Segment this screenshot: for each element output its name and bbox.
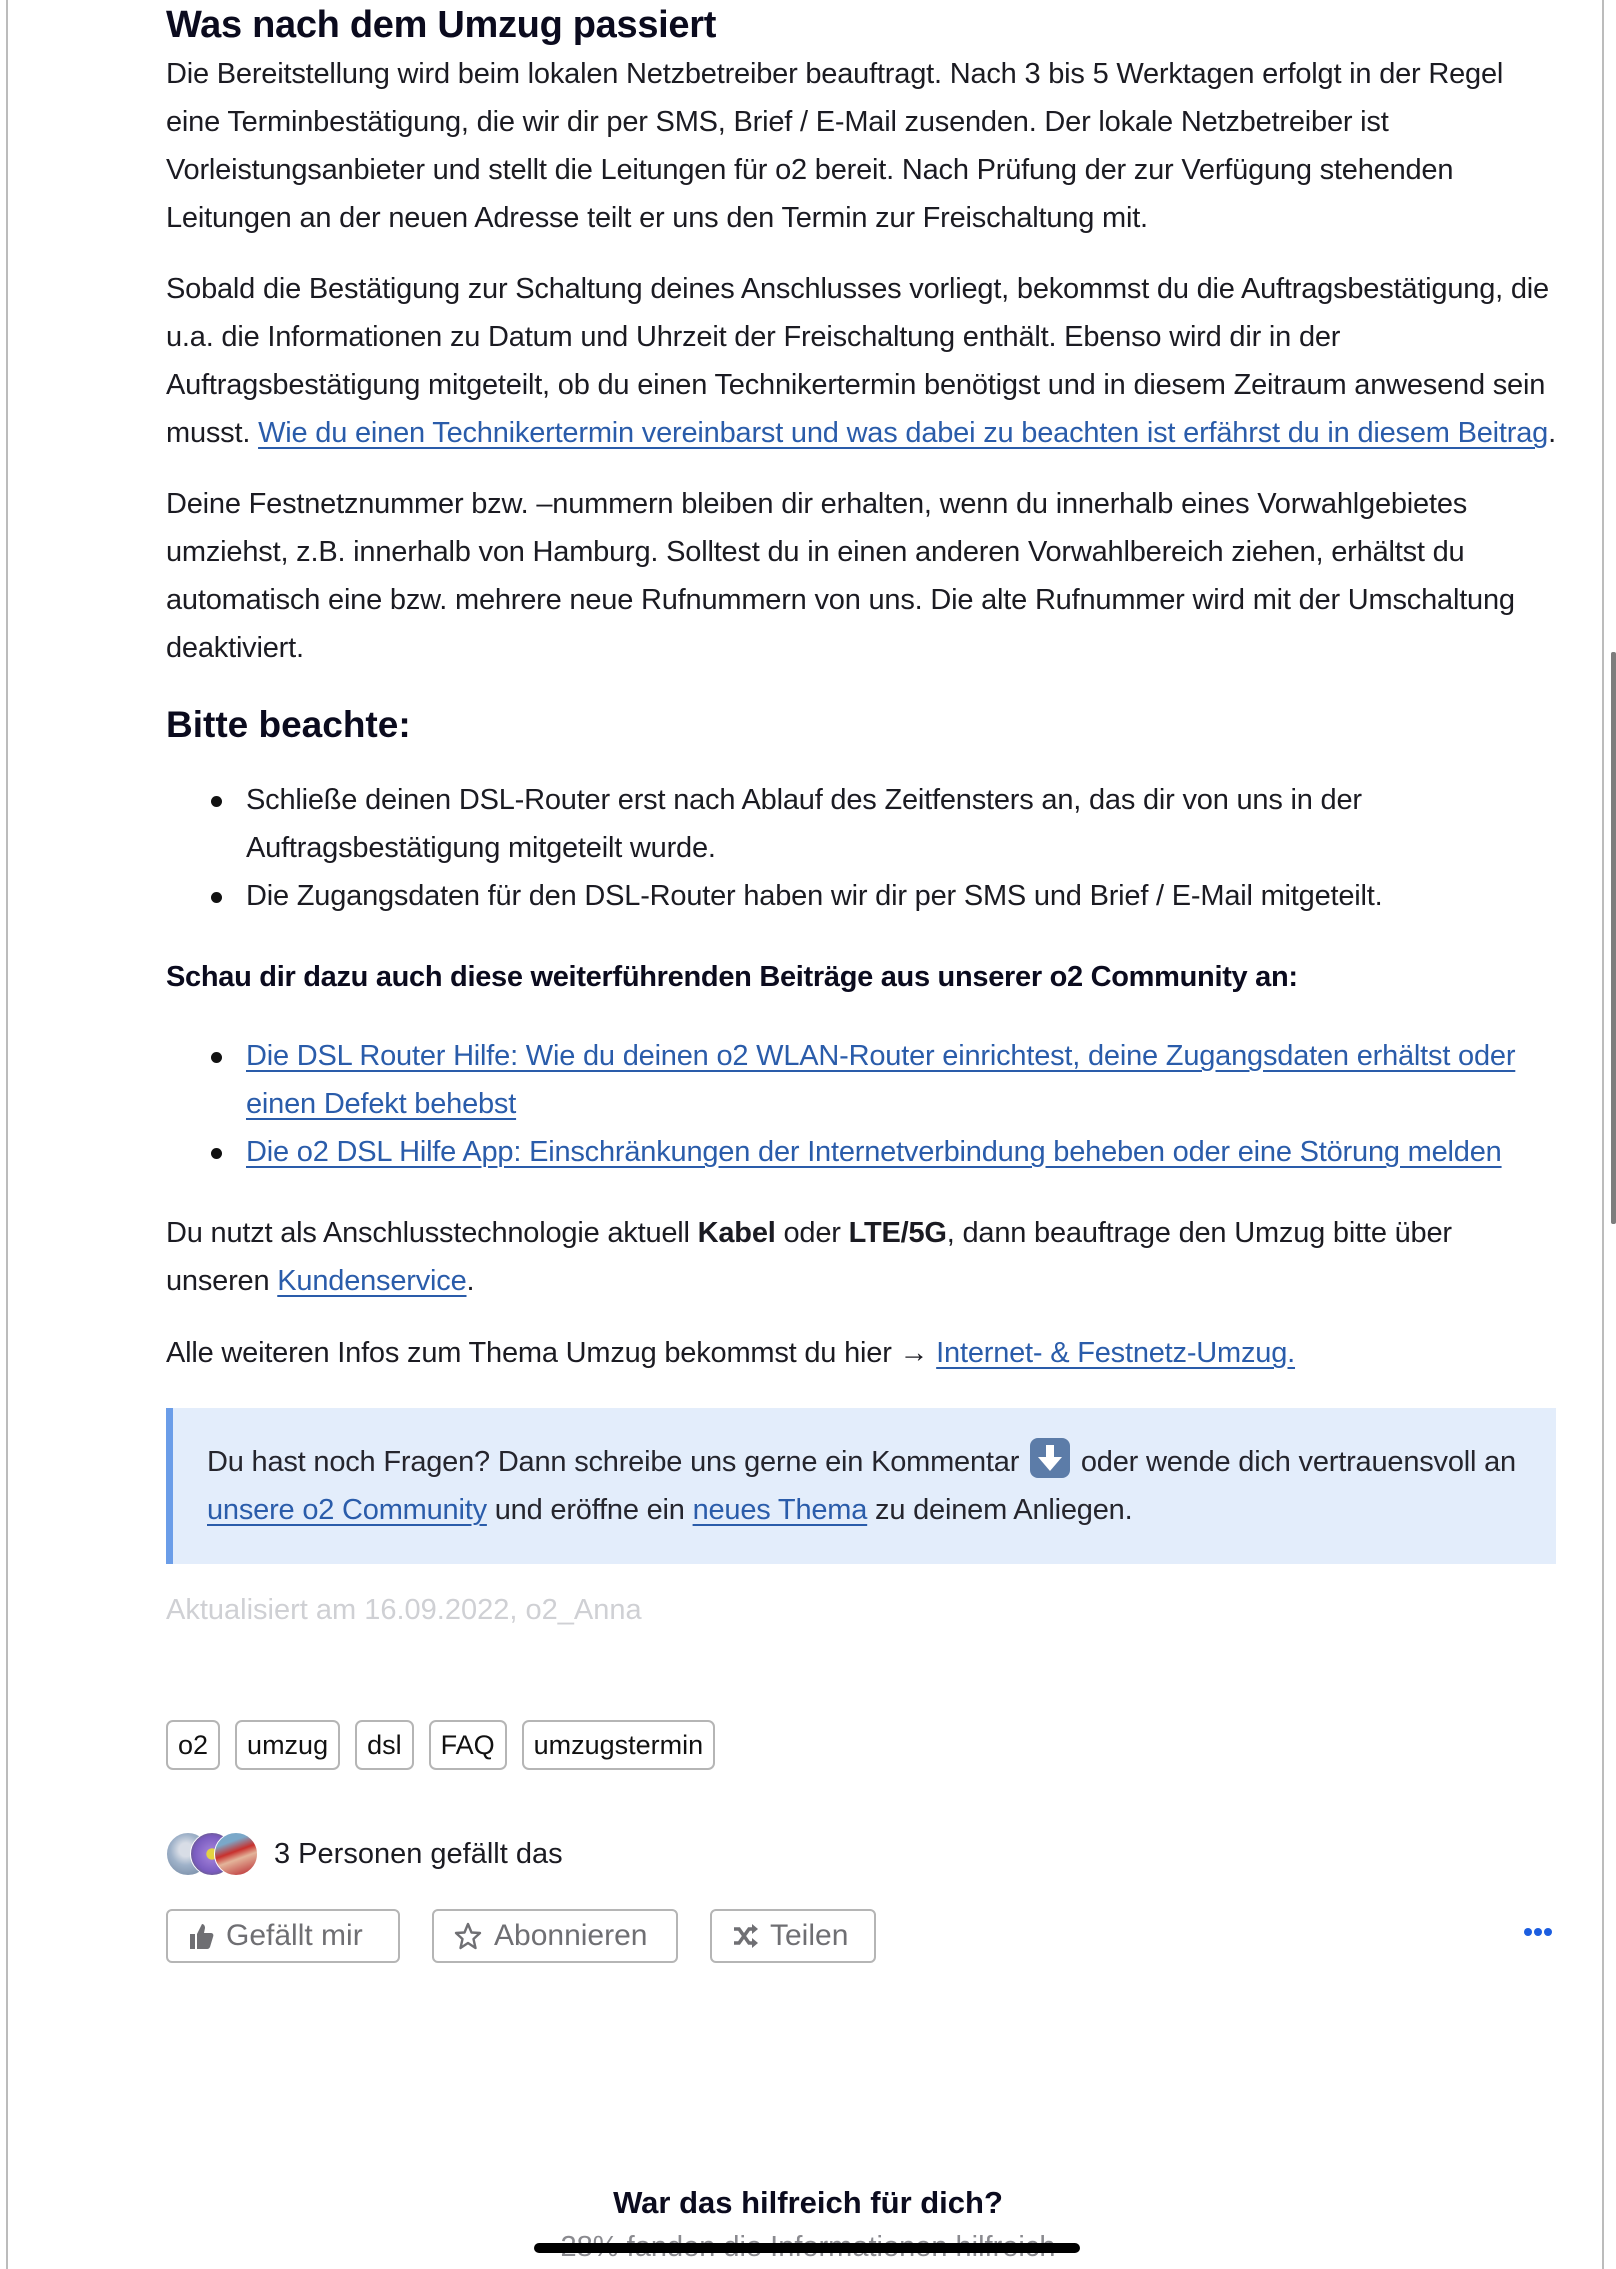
text: , dann beauftrage den Umzug bitte über unseren [166,1217,1452,1297]
related-item [246,1128,1556,1176]
paragraph-more-info [166,1329,1556,1377]
section-title: Was nach dem Umzug passiert [166,4,717,46]
share-button[interactable] [710,1909,876,1963]
note-list [166,776,1556,920]
tag-dsl[interactable]: dsl [355,1720,414,1770]
subscribe-label: Abonnieren [494,1919,648,1952]
bold-lte: LTE/5G [848,1217,947,1249]
info-box-text [207,1438,1516,1534]
star-icon [454,1922,482,1950]
customer-service-link[interactable]: Kundenservice [277,1265,467,1297]
helpful-title: War das hilfreich für dich? [613,2185,1003,2220]
shuffle-share-icon [732,1923,758,1949]
share-label: Teilen [770,1919,849,1952]
text: zu deinem Anliegen. [867,1494,1133,1526]
paragraph-technology [166,1209,1556,1305]
liker-avatars [166,1832,258,1876]
helpful-feedback [0,2181,1616,2267]
note-item: Schließe deinen DSL-Router erst nach Ablauf des Zeitfensters an, das dir von uns in der Auftragsbestätigung mitgeteilt wurde. [246,776,1556,872]
related-links-list [166,1032,1556,1176]
bold-kabel: Kabel [697,1217,776,1249]
tag-o2[interactable]: o2 [166,1720,220,1770]
avatar[interactable] [214,1832,258,1876]
action-bar [166,1908,1556,1964]
tag-umzugstermin[interactable]: umzugstermin [522,1720,716,1770]
likes-count[interactable]: 3 Personen gefällt das [274,1837,563,1870]
text: Du nutzt als Anschlusstechnologie aktuell [166,1217,698,1249]
subscribe-button[interactable] [432,1909,678,1963]
text: und eröffne ein [486,1494,693,1526]
text: Alle weiteren Infos zum Thema Umzug bekommst du hier → [166,1337,937,1369]
scrollbar-thumb[interactable] [1611,652,1616,1224]
thumbs-up-icon [188,1922,214,1950]
note-title: Bitte beachte: [166,704,411,745]
internet-festnetz-umzug-link[interactable]: Internet- & Festnetz-Umzug. [936,1337,1296,1369]
tag-list [166,1720,1556,1770]
paragraph-phone-numbers: Deine Festnetznummer bzw. –nummern bleiben dir erhalten, wenn du innerhalb eines Vorwahlgebietes umziehst, z.B. innerhalb von Hamburg. Solltest du in einen anderen Vorwahlbereich ziehen, erhältst du automatisch eine bzw. mehrere neue Rufnummern von uns. Die alte Rufnummer wird mit der Umschaltung deaktiviert. [166,488,1515,664]
text: oder wende dich vertrauensvoll an [1073,1446,1516,1478]
paragraph-provisioning: Die Bereitstellung wird beim lokalen Netzbetreiber beauftragt. Nach 3 bis 5 Werktagen erfolgt in der Regel eine Terminbestätigung, die wir dir per SMS, Brief / E-Mail zusenden. Der lokale Netzbetreiber ist Vorleistungsanbieter und stellt die Leitungen für o2 bereit. Nach Prüfung der zur Verfügung stehenden Leitungen an der neuen Adresse teilt er uns den Termin zur Freischaltung mit. [166,58,1504,234]
likes-summary[interactable] [166,1832,1556,1876]
text: oder [775,1217,849,1249]
more-options-icon[interactable] [1524,1922,1554,1942]
related-link-router-help[interactable]: Die DSL Router Hilfe: Wie du deinen o2 WLAN-Router einrichtest, deine Zugangsdaten erhältst oder einen Defekt behebst [246,1040,1516,1120]
text: Du hast noch Fragen? Dann schreibe uns gerne ein Kommentar [207,1446,1028,1478]
like-button[interactable] [166,1909,400,1963]
related-title: Schau dir dazu auch diese weiterführenden Beiträge aus unserer o2 Community an: [166,961,1298,993]
paragraph-end: . [1548,417,1556,449]
article-content [166,0,1556,1964]
paragraph-text: Sobald die Bestätigung zur Schaltung deines Anschlusses vorliegt, bekommst du die Auftragsbestätigung, die u.a. die Informationen zu Datum und Uhrzeit der Freischaltung enthält. Ebenso wird dir in der Auftragsbestätigung mitgeteilt, ob du einen Technikertermin benötigst und in diesem Zeitraum anwesend sein musst. [166,273,1549,449]
related-item [246,1032,1556,1128]
home-indicator [534,2243,1080,2253]
like-label: Gefällt mir [226,1919,363,1952]
tag-faq[interactable]: FAQ [429,1720,507,1770]
note-item: Die Zugangsdaten für den DSL-Router haben wir dir per SMS und Brief / E-Mail mitgeteilt. [246,872,1556,920]
paragraph-confirmation [166,265,1556,457]
new-topic-link[interactable]: neues Thema [692,1494,868,1526]
tag-umzug[interactable]: umzug [235,1720,340,1770]
community-link[interactable]: unsere o2 Community [207,1494,487,1526]
down-arrow-emoji-icon [1030,1438,1070,1478]
info-box [166,1408,1556,1564]
text: . [466,1265,475,1297]
updated-info: Aktualisiert am 16.09.2022, o2_Anna [166,1594,642,1626]
related-link-dsl-app[interactable]: Die o2 DSL Hilfe App: Einschränkungen der Internetverbindung beheben oder eine Störung melden [246,1136,1502,1168]
technician-appointment-link[interactable]: Wie du einen Technikertermin vereinbarst und was dabei zu beachten ist erfährst du in diesem Beitrag [258,417,1549,449]
